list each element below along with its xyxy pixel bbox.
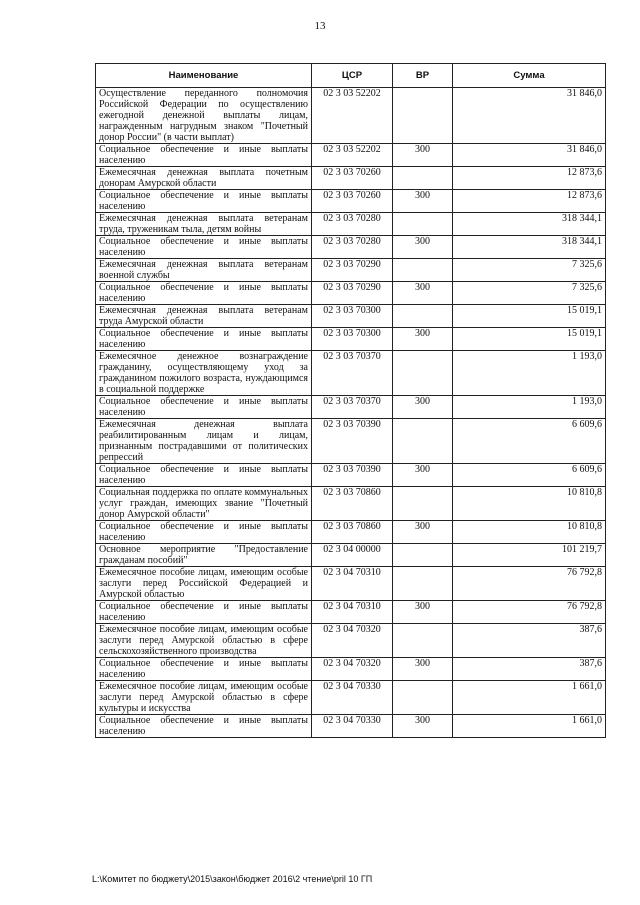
table-row <box>96 624 606 658</box>
row-name-cell: Социальное обеспечение и иные выплаты населению <box>96 236 312 259</box>
row-vr-code-cell: 300 <box>393 464 453 487</box>
footer-file-path: L:\Комитет по бюджету\2015\закон\бюджет 2016\2 чтение\pril 10 ГП <box>92 874 373 884</box>
row-csr-code-cell: 02 3 04 70330 <box>312 715 393 738</box>
table-row <box>96 544 606 567</box>
table-row <box>96 167 606 190</box>
row-sum-cell: 1 661,0 <box>453 681 606 715</box>
row-vr-code-cell: 300 <box>393 396 453 419</box>
row-name-cell: Социальное обеспечение и иные выплаты населению <box>96 601 312 624</box>
table-row <box>96 328 606 351</box>
row-sum-cell: 387,6 <box>453 624 606 658</box>
table-row <box>96 521 606 544</box>
row-sum-cell: 12 873,6 <box>453 190 606 213</box>
row-name-cell: Социальное обеспечение и иные выплаты населению <box>96 396 312 419</box>
row-name-cell: Основное мероприятие "Предоставление гражданам пособий" <box>96 544 312 567</box>
table-header-row <box>96 64 606 88</box>
header-vr: ВР <box>393 64 453 88</box>
row-sum-cell: 7 325,6 <box>453 282 606 305</box>
row-csr-code-cell: 02 3 03 70280 <box>312 213 393 236</box>
row-vr-code-cell <box>393 567 453 601</box>
row-sum-cell: 101 219,7 <box>453 544 606 567</box>
budget-table <box>95 63 606 738</box>
row-sum-cell: 318 344,1 <box>453 213 606 236</box>
row-vr-code-cell: 300 <box>393 236 453 259</box>
row-vr-code-cell <box>393 351 453 396</box>
table-row <box>96 487 606 521</box>
row-name-cell: Социальное обеспечение и иные выплаты населению <box>96 521 312 544</box>
row-vr-code-cell: 300 <box>393 190 453 213</box>
row-sum-cell: 31 846,0 <box>453 88 606 144</box>
header-csr: ЦСР <box>312 64 393 88</box>
row-name-cell: Социальная поддержка по оплате коммунальных услуг граждан, имеющих звание "Почетный донор Амурской области" <box>96 487 312 521</box>
row-name-cell: Ежемесячное денежное вознаграждение гражданину, осуществляющему уход за гражданином пожилого возраста, нуждающимся в социальной поддержке <box>96 351 312 396</box>
table-row <box>96 419 606 464</box>
row-sum-cell: 12 873,6 <box>453 167 606 190</box>
row-name-cell: Социальное обеспечение и иные выплаты населению <box>96 715 312 738</box>
row-vr-code-cell: 300 <box>393 144 453 167</box>
row-csr-code-cell: 02 3 03 70260 <box>312 167 393 190</box>
table-row <box>96 396 606 419</box>
row-csr-code-cell: 02 3 03 70260 <box>312 190 393 213</box>
row-sum-cell: 6 609,6 <box>453 419 606 464</box>
row-vr-code-cell: 300 <box>393 328 453 351</box>
row-name-cell: Социальное обеспечение и иные выплаты населению <box>96 282 312 305</box>
row-name-cell: Ежемесячная денежная выплата ветеранам труда, труженикам тыла, детям войны <box>96 213 312 236</box>
row-vr-code-cell <box>393 167 453 190</box>
row-vr-code-cell <box>393 88 453 144</box>
row-sum-cell: 10 810,8 <box>453 487 606 521</box>
row-sum-cell: 387,6 <box>453 658 606 681</box>
table-row <box>96 190 606 213</box>
row-sum-cell: 318 344,1 <box>453 236 606 259</box>
row-name-cell: Ежемесячная денежная выплата ветеранам военной службы <box>96 259 312 282</box>
row-name-cell: Ежемесячная денежная выплата почетным донорам Амурской области <box>96 167 312 190</box>
row-sum-cell: 7 325,6 <box>453 259 606 282</box>
row-name-cell: Ежемесячная денежная выплата ветеранам труда Амурской области <box>96 305 312 328</box>
row-sum-cell: 6 609,6 <box>453 464 606 487</box>
row-csr-code-cell: 02 3 03 70370 <box>312 396 393 419</box>
row-vr-code-cell <box>393 681 453 715</box>
table-row <box>96 464 606 487</box>
row-csr-code-cell: 02 3 03 70300 <box>312 328 393 351</box>
row-name-cell: Ежемесячное пособие лицам, имеющим особые заслуги перед Российской Федерацией и Амурской областью <box>96 567 312 601</box>
table-row <box>96 259 606 282</box>
row-sum-cell: 76 792,8 <box>453 567 606 601</box>
table-row <box>96 282 606 305</box>
table-row <box>96 715 606 738</box>
row-sum-cell: 1 193,0 <box>453 351 606 396</box>
row-csr-code-cell: 02 3 03 70290 <box>312 259 393 282</box>
row-sum-cell: 1 661,0 <box>453 715 606 738</box>
row-vr-code-cell <box>393 624 453 658</box>
row-vr-code-cell <box>393 305 453 328</box>
table-row <box>96 567 606 601</box>
row-name-cell: Ежемесячное пособие лицам, имеющим особые заслуги перед Амурской областью в сфере сельскохозяйственного производства <box>96 624 312 658</box>
row-vr-code-cell <box>393 213 453 236</box>
row-csr-code-cell: 02 3 03 70860 <box>312 487 393 521</box>
row-csr-code-cell: 02 3 03 70370 <box>312 351 393 396</box>
table-row <box>96 236 606 259</box>
row-csr-code-cell: 02 3 03 70860 <box>312 521 393 544</box>
row-name-cell: Ежемесячное пособие лицам, имеющим особые заслуги перед Амурской областью в сфере культуры и искусства <box>96 681 312 715</box>
row-csr-code-cell: 02 3 03 70300 <box>312 305 393 328</box>
row-vr-code-cell <box>393 419 453 464</box>
header-sum: Сумма <box>453 64 606 88</box>
row-sum-cell: 1 193,0 <box>453 396 606 419</box>
row-vr-code-cell: 300 <box>393 282 453 305</box>
row-csr-code-cell: 02 3 03 70390 <box>312 464 393 487</box>
row-name-cell: Социальное обеспечение и иные выплаты населению <box>96 328 312 351</box>
row-vr-code-cell: 300 <box>393 658 453 681</box>
header-name: Наименование <box>96 64 312 88</box>
row-csr-code-cell: 02 3 03 70280 <box>312 236 393 259</box>
row-vr-code-cell <box>393 544 453 567</box>
table-row <box>96 305 606 328</box>
row-csr-code-cell: 02 3 04 70310 <box>312 601 393 624</box>
row-name-cell: Осуществление переданного полномочия Российской Федерации по осуществлению ежегодной денежной выплаты лицам, награжденным нагрудным знаком "Почетный донор России" (в части выплат) <box>96 88 312 144</box>
row-csr-code-cell: 02 3 03 52202 <box>312 88 393 144</box>
row-vr-code-cell: 300 <box>393 521 453 544</box>
row-csr-code-cell: 02 3 04 00000 <box>312 544 393 567</box>
table-row <box>96 658 606 681</box>
row-vr-code-cell: 300 <box>393 715 453 738</box>
row-csr-code-cell: 02 3 04 70310 <box>312 567 393 601</box>
row-vr-code-cell <box>393 487 453 521</box>
row-vr-code-cell: 300 <box>393 601 453 624</box>
row-name-cell: Социальное обеспечение и иные выплаты населению <box>96 190 312 213</box>
table-row <box>96 351 606 396</box>
row-csr-code-cell: 02 3 04 70320 <box>312 658 393 681</box>
page-number: 13 <box>314 20 326 32</box>
row-csr-code-cell: 02 3 04 70330 <box>312 681 393 715</box>
table-row <box>96 681 606 715</box>
row-sum-cell: 31 846,0 <box>453 144 606 167</box>
row-name-cell: Ежемесячная денежная выплата реабилитированным лицам и лицам, признанным пострадавшими от политических репрессий <box>96 419 312 464</box>
table-row <box>96 88 606 144</box>
row-name-cell: Социальное обеспечение и иные выплаты населению <box>96 658 312 681</box>
table-row <box>96 144 606 167</box>
table-row <box>96 213 606 236</box>
table-row <box>96 601 606 624</box>
row-csr-code-cell: 02 3 03 52202 <box>312 144 393 167</box>
row-sum-cell: 15 019,1 <box>453 328 606 351</box>
row-csr-code-cell: 02 3 03 70390 <box>312 419 393 464</box>
row-vr-code-cell <box>393 259 453 282</box>
row-name-cell: Социальное обеспечение и иные выплаты населению <box>96 464 312 487</box>
row-csr-code-cell: 02 3 04 70320 <box>312 624 393 658</box>
row-name-cell: Социальное обеспечение и иные выплаты населению <box>96 144 312 167</box>
row-sum-cell: 15 019,1 <box>453 305 606 328</box>
row-csr-code-cell: 02 3 03 70290 <box>312 282 393 305</box>
row-sum-cell: 76 792,8 <box>453 601 606 624</box>
row-sum-cell: 10 810,8 <box>453 521 606 544</box>
